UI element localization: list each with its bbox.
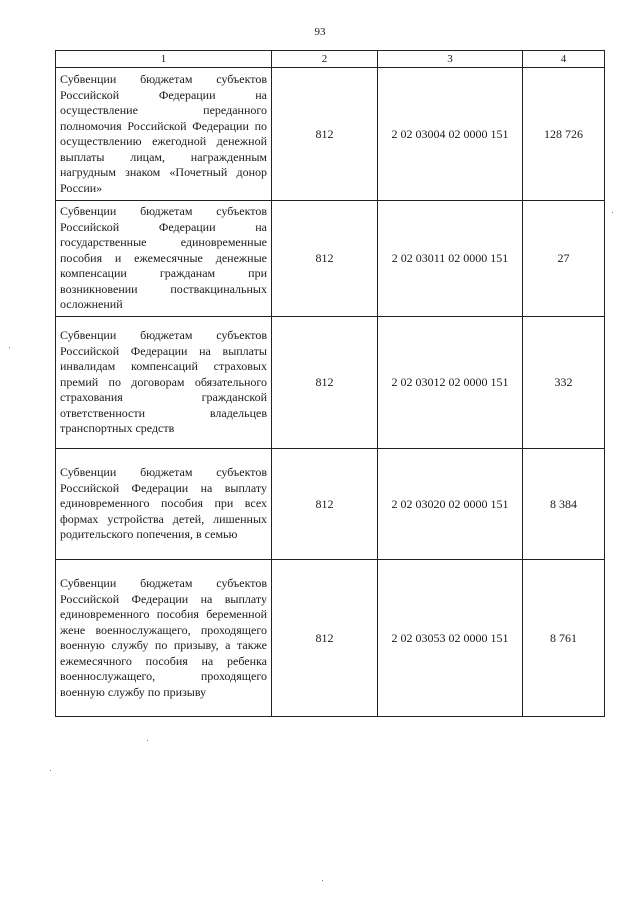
row-budget-code: 2 02 03020 02 0000 151 bbox=[378, 449, 523, 560]
row-amount: 128 726 bbox=[523, 68, 605, 201]
scan-speck bbox=[612, 212, 613, 213]
column-header-3: 3 bbox=[378, 51, 523, 68]
row-budget-code: 2 02 03053 02 0000 151 bbox=[378, 560, 523, 717]
scan-speck bbox=[9, 347, 10, 348]
scan-speck bbox=[322, 880, 323, 881]
budget-table bbox=[55, 50, 605, 717]
row-amount: 332 bbox=[523, 317, 605, 449]
row-budget-code: 2 02 03012 02 0000 151 bbox=[378, 317, 523, 449]
page-number: 93 bbox=[314, 26, 326, 38]
column-header-4: 4 bbox=[523, 51, 605, 68]
row-admin-code: 812 bbox=[272, 449, 378, 560]
table-row bbox=[56, 317, 605, 449]
table-row bbox=[56, 449, 605, 560]
row-description: Субвенции бюджетам субъектов Российской Федерации на выплату единовременного пособия беременной жене военнослужащего, проходящего военную службу по призыву, а также ежемесячного пособия на ребенка военнослужащего, проходящего военную службу по призыву bbox=[56, 560, 272, 717]
row-amount: 8 384 bbox=[523, 449, 605, 560]
row-amount: 27 bbox=[523, 201, 605, 317]
row-description: Субвенции бюджетам субъектов Российской Федерации на государственные единовременные пособия и ежемесячные денежные компенсации гражданам при возникновении поствакцинальных осложнений bbox=[56, 201, 272, 317]
row-budget-code: 2 02 03011 02 0000 151 bbox=[378, 201, 523, 317]
table-header-row bbox=[56, 51, 605, 68]
row-admin-code: 812 bbox=[272, 68, 378, 201]
row-admin-code: 812 bbox=[272, 560, 378, 717]
row-admin-code: 812 bbox=[272, 317, 378, 449]
row-admin-code: 812 bbox=[272, 201, 378, 317]
scan-speck bbox=[50, 770, 51, 771]
table-row bbox=[56, 201, 605, 317]
row-description: Субвенции бюджетам субъектов Российской Федерации на выплату единовременного пособия при всех формах устройства детей, лишенных родительского попечения, в семью bbox=[56, 449, 272, 560]
row-budget-code: 2 02 03004 02 0000 151 bbox=[378, 68, 523, 201]
scan-speck bbox=[147, 740, 148, 741]
column-header-2: 2 bbox=[272, 51, 378, 68]
row-amount: 8 761 bbox=[523, 560, 605, 717]
row-description: Субвенции бюджетам субъектов Российской Федерации на выплаты инвалидам компенсаций страховых премий по договорам обязательного страхования гражданской ответственности владельцев транспортных средств bbox=[56, 317, 272, 449]
column-header-1: 1 bbox=[56, 51, 272, 68]
table-row bbox=[56, 560, 605, 717]
row-description: Субвенции бюджетам субъектов Российской Федерации на осуществление переданного полномочия Российской Федерации по осуществлению ежегодной денежной выплаты лицам, награжденным нагрудным знаком «Почетный донор России» bbox=[56, 68, 272, 201]
table-row bbox=[56, 68, 605, 201]
